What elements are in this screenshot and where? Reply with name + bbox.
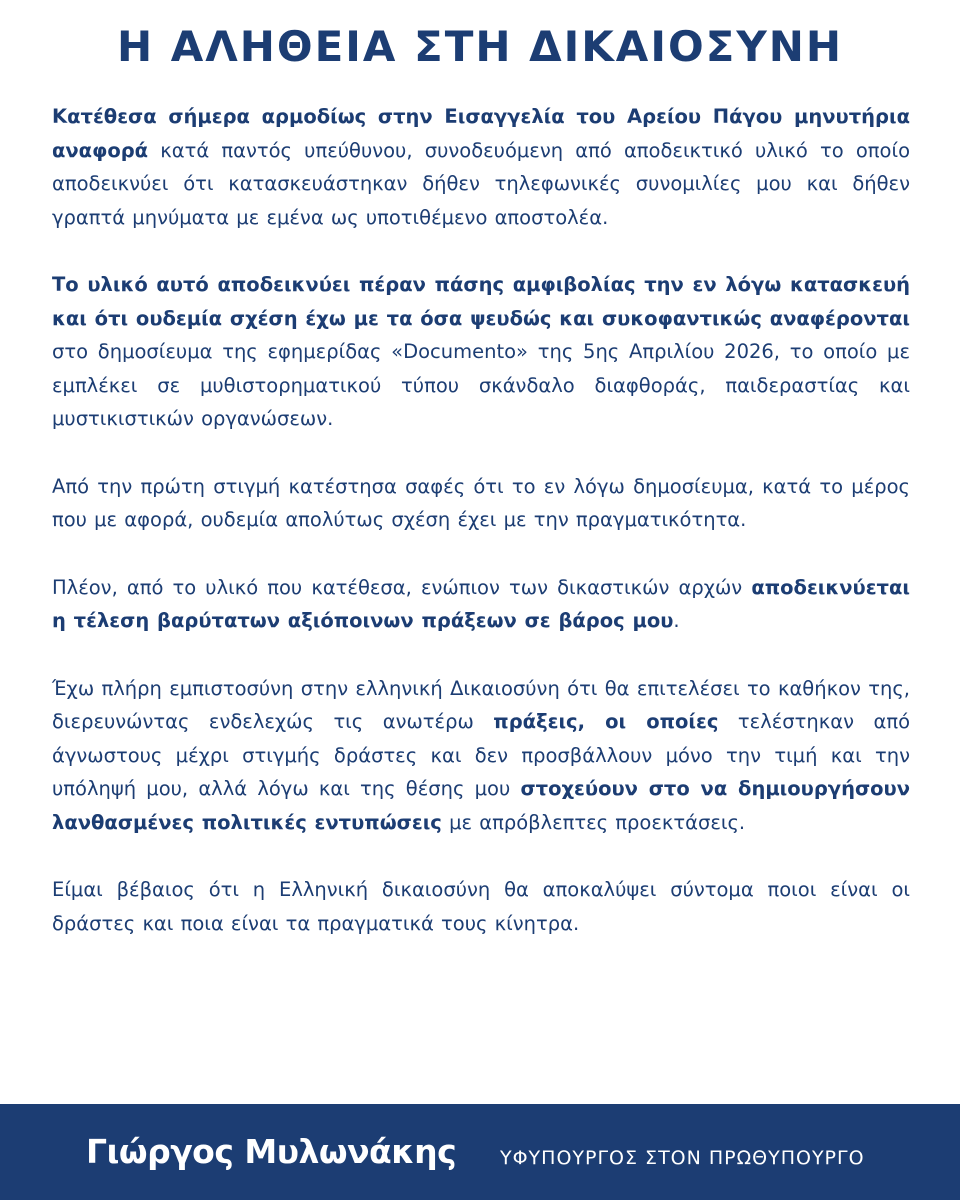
footer-banner <box>0 1104 960 1200</box>
paragraph-4-text-2: . <box>673 609 680 632</box>
paragraph-4-bold-1: αποδεικνύεται η τέλεση βαρύτατων αξιόποινων πράξεων σε βάρος μου <box>52 575 910 632</box>
signature-role: ΥΦΥΠΟΥΡΓΟΣ ΣΤΟΝ ΠΡΩΘΥΠΟΥΡΓΟ <box>500 1147 865 1169</box>
paragraph-2-bold-1: Το υλικό αυτό αποδεικνύει πέραν πάσης αμφιβολίας την εν λόγω κατασκευή και ότι ουδεμία σχέση έχω με τα όσα ψευδώς και συκοφαντικώς αναφέρονται <box>52 273 910 330</box>
paragraph-1 <box>52 100 910 234</box>
paragraph-1-bold-1: Κατέθεσα σήμερα αρμοδίως στην Εισαγγελία του Αρείου Πάγου μηνυτήρια αναφορά <box>52 105 910 162</box>
statement-body <box>52 100 910 974</box>
paragraph-3 <box>52 470 910 537</box>
paragraph-3-text-1: Από την πρώτη στιγμή κατέστησα σαφές ότι το εν λόγω δημοσίευμα, κατά το μέρος που με αφορά, ουδεμία απολύτως σχέση έχει με την πραγματικότητα. <box>52 474 910 531</box>
paragraph-4 <box>52 571 910 638</box>
paragraph-2 <box>52 268 910 436</box>
paragraph-2-text-1: στο δημοσίευμα της εφημερίδας «Documento» της 5ης Απριλίου 2026, το οποίο με εμπλέκει σε μυθιστορηματικού τύπου σκάνδαλο διαφθοράς, παιδεραστίας και μυστικιστικών οργανώσεων. <box>52 340 910 430</box>
page-title: Η ΑΛΗΘΕΙΑ ΣΤΗ ΔΙΚΑΙΟΣΥΝΗ <box>116 22 844 71</box>
paragraph-5-text-3: με απρόβλεπτες προεκτάσεις. <box>441 810 746 834</box>
paragraph-5-text-1: Έχω πλήρη εμπιστοσύνη στην ελληνική Δικαιοσύνη ότι θα επιτελέσει το καθήκον της, διερευνώντας ενδελεχώς τις ανωτέρω <box>52 676 910 733</box>
paragraph-5-bold-2: στοχεύουν στο να δημιουργήσουν λανθασμένες πολιτικές εντυπώσεις <box>52 777 910 834</box>
paragraph-5-text-2: τελέστηκαν από άγνωστους μέχρι στιγμής δράστες και δεν προσβάλλουν μόνο την τιμή και την υπόληψή μου, αλλά λόγω και της θέσης μου <box>52 710 910 800</box>
paragraph-6 <box>52 873 910 940</box>
paragraph-5 <box>52 672 910 840</box>
paragraph-5-bold-1: πράξεις, οι οποίες <box>493 710 719 733</box>
paragraph-4-text-1: Πλέον, από το υλικό που κατέθεσα, ενώπιον των δικαστικών αρχών <box>52 575 752 599</box>
paragraph-6-text-1: Είμαι βέβαιος ότι η Ελληνική δικαιοσύνη θα αποκαλύψει σύντομα ποιοι είναι οι δράστες και ποια είναι τα πραγματικά τους κίνητρα. <box>52 878 910 935</box>
paragraph-1-text-1: κατά παντός υπεύθυνου, συνοδευόμενη από αποδεικτικό υλικό το οποίο αποδεικνύει ότι κατασκευάστηκαν δήθεν τηλεφωνικές συνομιλίες μου και δήθεν γραπτά μηνύματα με εμένα ως υποτιθέμενο αποστολέα. <box>52 138 910 229</box>
signature-name: Γιώργος Μυλωνάκης <box>86 1132 457 1171</box>
